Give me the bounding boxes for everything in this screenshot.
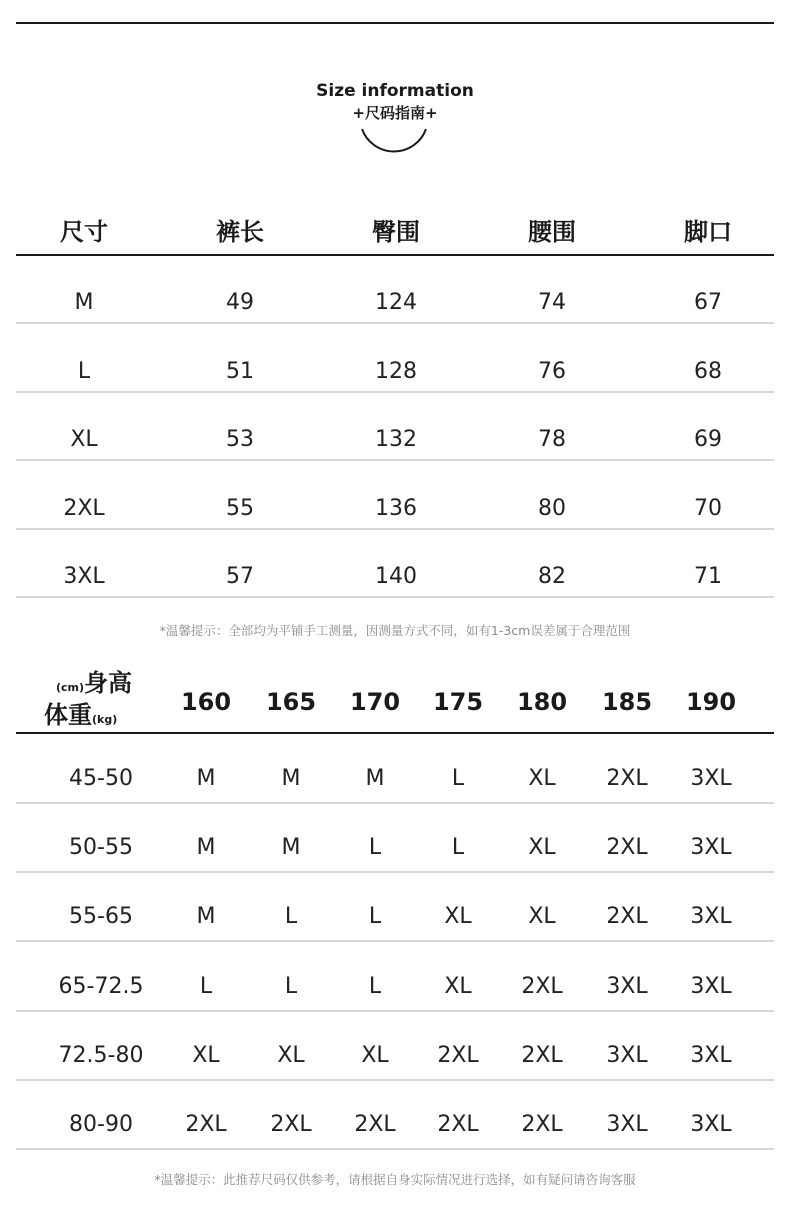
measurement-cell: 128 — [375, 358, 417, 384]
recommended-size-cell: XL — [361, 1042, 389, 1068]
fit-table-header — [16, 664, 774, 734]
recommended-size-cell: 2XL — [521, 1042, 563, 1068]
recommended-size-cell: M — [281, 835, 301, 861]
recommended-size-cell: 3XL — [606, 1112, 648, 1137]
size-table-row — [16, 393, 774, 461]
height-col: 160 — [180, 688, 232, 716]
recommended-size-cell: XL — [528, 835, 556, 861]
measurement-cell: 132 — [375, 427, 417, 452]
decorative-arc-icon — [356, 126, 432, 168]
recommended-size-cell: M — [196, 835, 216, 861]
height-col: 170 — [349, 688, 401, 716]
size-label-cell: 3XL — [63, 564, 105, 589]
header-hem: 脚口 — [684, 218, 732, 246]
measurement-cell: 76 — [538, 358, 566, 384]
measurement-cell: 80 — [538, 495, 566, 521]
top-divider — [16, 22, 774, 24]
weight-range-cell: 72.5-80 — [58, 1042, 144, 1068]
measurement-cell: 68 — [694, 358, 722, 384]
measurement-cell: 82 — [538, 564, 566, 589]
recommended-size-cell: 2XL — [270, 1112, 312, 1137]
recommended-size-cell: 3XL — [690, 1112, 732, 1137]
weight-range-cell: 50-55 — [69, 835, 133, 861]
recommended-size-cell: 2XL — [521, 973, 563, 999]
recommended-size-cell: L — [368, 904, 382, 930]
weight-range-cell: 80-90 — [69, 1112, 133, 1137]
recommended-size-cell: XL — [444, 973, 472, 999]
recommended-size-cell: XL — [528, 904, 556, 930]
recommended-size-cell: 2XL — [521, 1112, 563, 1137]
height-col: 165 — [265, 688, 317, 716]
measurement-note: *温馨提示：全部均为平铺手工测量，因测量方式不同，如有1-3cm误差属于合理范围 — [159, 623, 631, 638]
size-table-row — [16, 256, 774, 324]
measurement-cell: 70 — [694, 495, 722, 521]
fit-table-row — [16, 943, 774, 1012]
measurement-cell: 53 — [226, 427, 254, 452]
recommended-size-cell: 3XL — [690, 835, 732, 861]
weight-range-cell: 55-65 — [69, 904, 133, 930]
recommended-size-cell: 2XL — [606, 835, 648, 861]
weight-range-cell: 65-72.5 — [58, 973, 144, 999]
size-label-cell: XL — [70, 427, 98, 452]
title-block — [0, 80, 790, 123]
recommended-size-cell: XL — [528, 766, 556, 791]
size-label-cell: M — [74, 290, 94, 315]
measurement-cell: 124 — [375, 290, 417, 315]
height-unit: (cm) — [56, 681, 85, 694]
header-waist: 腰围 — [528, 218, 576, 246]
recommended-size-cell: L — [284, 973, 298, 999]
measurement-cell: 140 — [375, 564, 417, 589]
measurement-cell: 51 — [226, 358, 254, 384]
size-table-header — [16, 210, 774, 256]
measurement-cell: 69 — [694, 427, 722, 452]
recommended-size-cell: L — [368, 973, 382, 999]
recommended-size-cell: 2XL — [437, 1112, 479, 1137]
measurement-cell: 67 — [694, 290, 722, 315]
recommended-size-cell: XL — [192, 1042, 220, 1068]
recommended-size-cell: XL — [277, 1042, 305, 1068]
fit-table-row — [16, 1012, 774, 1081]
recommended-size-cell: L — [284, 904, 298, 930]
measurement-cell: 55 — [226, 495, 254, 521]
recommended-size-cell: L — [199, 973, 213, 999]
recommended-size-cell: 2XL — [185, 1112, 227, 1137]
measurement-cell: 74 — [538, 290, 566, 315]
fit-table-row — [16, 735, 774, 804]
title-chinese: +尺码指南+ — [352, 104, 438, 122]
recommended-size-cell: L — [451, 766, 465, 791]
recommended-size-cell: 3XL — [606, 1042, 648, 1068]
title-english: Size information — [316, 81, 474, 101]
recommended-size-cell: 3XL — [690, 766, 732, 791]
recommended-size-cell: L — [451, 835, 465, 861]
size-table-row — [16, 325, 774, 393]
size-label-cell: 2XL — [63, 495, 105, 521]
height-col: 175 — [432, 688, 484, 716]
fit-table-row — [16, 1081, 774, 1150]
recommended-size-cell: 2XL — [606, 904, 648, 930]
height-label: 身高 — [84, 669, 133, 697]
height-col: 185 — [601, 688, 653, 716]
measurement-cell: 49 — [226, 290, 254, 315]
recommended-size-cell: M — [196, 904, 216, 930]
header-hip: 臀围 — [372, 218, 420, 246]
recommended-size-cell: 2XL — [354, 1112, 396, 1137]
header-length: 裤长 — [216, 218, 264, 246]
weight-range-cell: 45-50 — [69, 766, 133, 791]
weight-label: 体重 — [44, 701, 92, 729]
height-col: 190 — [685, 688, 737, 716]
recommended-size-cell: M — [281, 766, 301, 791]
recommendation-note: *温馨提示：此推荐尺码仅供参考，请根据自身实际情况进行选择，如有疑问请咨询客服 — [154, 1172, 636, 1187]
header-size: 尺寸 — [60, 218, 108, 246]
recommended-size-cell: 2XL — [437, 1042, 479, 1068]
height-col: 180 — [516, 688, 568, 716]
size-table-row — [16, 530, 774, 598]
recommended-size-cell: 2XL — [606, 766, 648, 791]
fit-table-row — [16, 804, 774, 873]
measurement-cell: 136 — [375, 495, 417, 521]
recommended-size-cell: XL — [444, 904, 472, 930]
recommended-size-cell: 3XL — [690, 973, 732, 999]
recommended-size-cell: L — [368, 835, 382, 861]
fit-table-row — [16, 873, 774, 942]
recommended-size-cell: M — [365, 766, 385, 791]
measurement-cell: 71 — [694, 564, 722, 589]
recommended-size-cell: 3XL — [690, 1042, 732, 1068]
measurement-cell: 78 — [538, 427, 566, 452]
recommended-size-cell: M — [196, 766, 216, 791]
size-label-cell: L — [77, 358, 91, 384]
recommended-size-cell: 3XL — [606, 973, 648, 999]
measurement-cell: 57 — [226, 564, 254, 589]
size-table-row — [16, 462, 774, 530]
weight-unit: (kg) — [92, 713, 118, 726]
recommended-size-cell: 3XL — [690, 904, 732, 930]
